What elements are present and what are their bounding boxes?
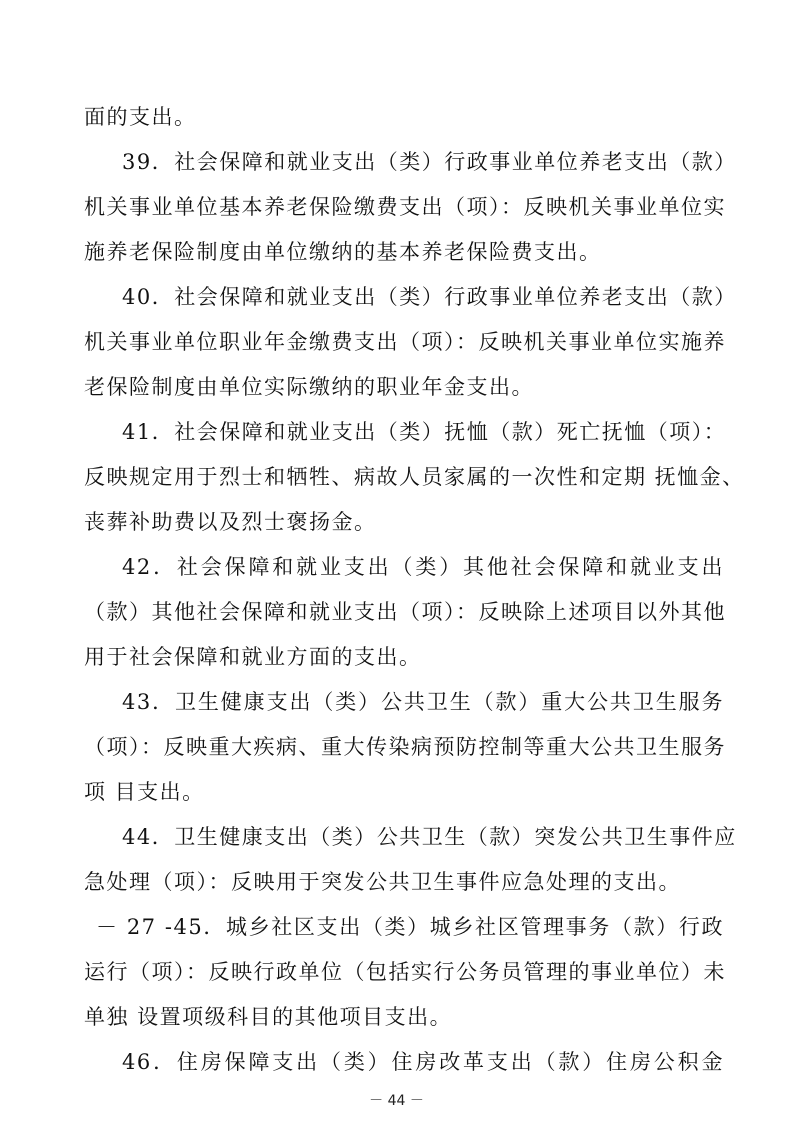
- item-41-line-2: 反映规定用于烈士和牺牲、病故人员家属的一次性和定期 抚恤金、: [84, 465, 745, 489]
- item-43-line-3: 项 目支出。: [84, 780, 205, 804]
- item-44-line-1: 44．卫生健康支出（类）公共卫生（款）突发公共卫生事件应: [122, 825, 737, 849]
- item-40-line-2: 机关事业单位职业年金缴费支出（项）：反映机关事业单位实施养: [84, 330, 726, 354]
- item-39-line-1: 39．社会保障和就业支出（类）行政事业单位养老支出（款）: [122, 150, 737, 174]
- item-41-line-1: 41．社会保障和就业支出（类）抚恤（款）死亡抚恤（项）：: [122, 420, 727, 444]
- item-44-line-2: 急处理（项）：反映用于突发公共卫生事件应急处理的支出。: [84, 870, 681, 894]
- item-39-line-3: 施养老保险制度由单位缴纳的基本养老保险费支出。: [84, 240, 602, 264]
- item-40-line-1: 40．社会保障和就业支出（类）行政事业单位养老支出（款）: [122, 285, 737, 309]
- item-42-line-3: 用于社会保障和就业方面的支出。: [84, 645, 422, 669]
- item-41-line-3: 丧葬补助费以及烈士褒扬金。: [84, 510, 377, 534]
- item-42-line-1: 42．社会保障和就业支出（类）其他社会保障和就业支出: [122, 555, 724, 579]
- item-40-line-3: 老保险制度由单位实际缴纳的职业年金支出。: [84, 375, 534, 399]
- item-45-line-3: 单独 设置项级科目的其他项目支出。: [84, 1005, 453, 1029]
- text-line: 面的支出。: [84, 105, 197, 129]
- item-43-line-2: （项）：反映重大疾病、重大传染病预防控制等重大公共卫生服务: [84, 735, 726, 759]
- item-45-line-1: － 27 -45．城乡社区支出（类）城乡社区管理事务（款）行政: [96, 915, 724, 939]
- item-42-line-2: （款）其他社会保障和就业支出（项）：反映除上述项目以外其他: [84, 600, 726, 624]
- item-43-line-1: 43．卫生健康支出（类）公共卫生（款）重大公共卫生服务: [122, 690, 724, 714]
- item-46-line-1: 46．住房保障支出（类）住房改革支出（款）住房公积金: [122, 1050, 724, 1074]
- item-39-line-2: 机关事业单位基本养老保险缴费支出（项）：反映机关事业单位实: [84, 195, 726, 219]
- page-number: － 44 －: [369, 1093, 424, 1109]
- item-45-line-2: 运行（项）：反映行政单位（包括实行公务员管理的事业单位）未: [84, 960, 726, 984]
